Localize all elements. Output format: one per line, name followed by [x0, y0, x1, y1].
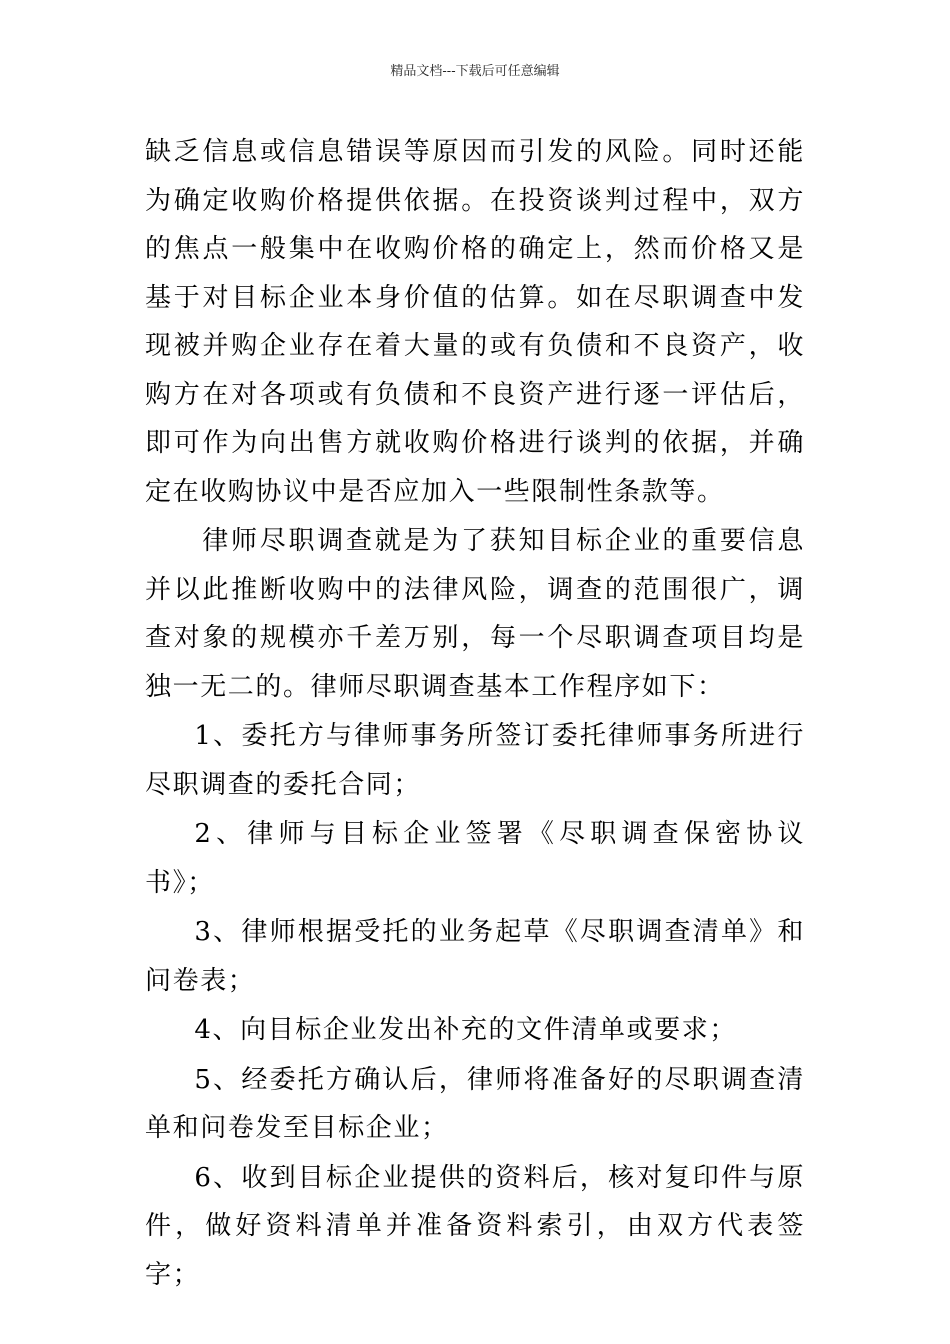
paragraph-continuation: 缺乏信息或信息错误等原因而引发的风险。同时还能为确定收购价格提供依据。在投资谈判过程中，双方的焦点一般集中在收购价格的确定上，然而价格又是基于对目标企业本身价值的估算。如在尽职调查中发现被并购企业存在着大量的或有负债和不良资产，收购方在对各项或有负债和不良资产进行逐一评估后，即可作为向出售方就收购价格进行谈判的依据，并确定在收购协议中是否应加入一些限制性条款等。 — [145, 137, 805, 507]
procedure-step-2: 2、律师与目标企业签署《尽职调查保密协议书》； — [145, 819, 805, 898]
procedure-step-1: 1、委托方与律师事务所签订委托律师事务所进行尽职调查的委托合同； — [145, 721, 805, 800]
paragraph-due-diligence-intro: 律师尽职调查就是为了获知目标企业的重要信息并以此推断收购中的法律风险，调查的范围很广，调查对象的规模亦千差万别，每一个尽职调查项目均是独一无二的。律师尽职调查基本工作程序如下： — [145, 526, 805, 702]
page-header: 精品文档---下载后可任意编辑 — [390, 64, 560, 79]
procedure-step-5: 5、经委托方确认后，律师将准备好的尽职调查清单和问卷发至目标企业； — [145, 1064, 805, 1143]
procedure-step-4: 4、向目标企业发出补充的文件清单或要求； — [194, 1015, 737, 1045]
document-body — [145, 128, 805, 1299]
procedure-step-6: 6、收到目标企业提供的资料后，核对复印件与原件，做好资料清单并准备资料索引，由双方代表签字； — [145, 1162, 805, 1290]
procedure-step-3: 3、律师根据受托的业务起草《尽职调查清单》和问卷表； — [145, 917, 805, 996]
